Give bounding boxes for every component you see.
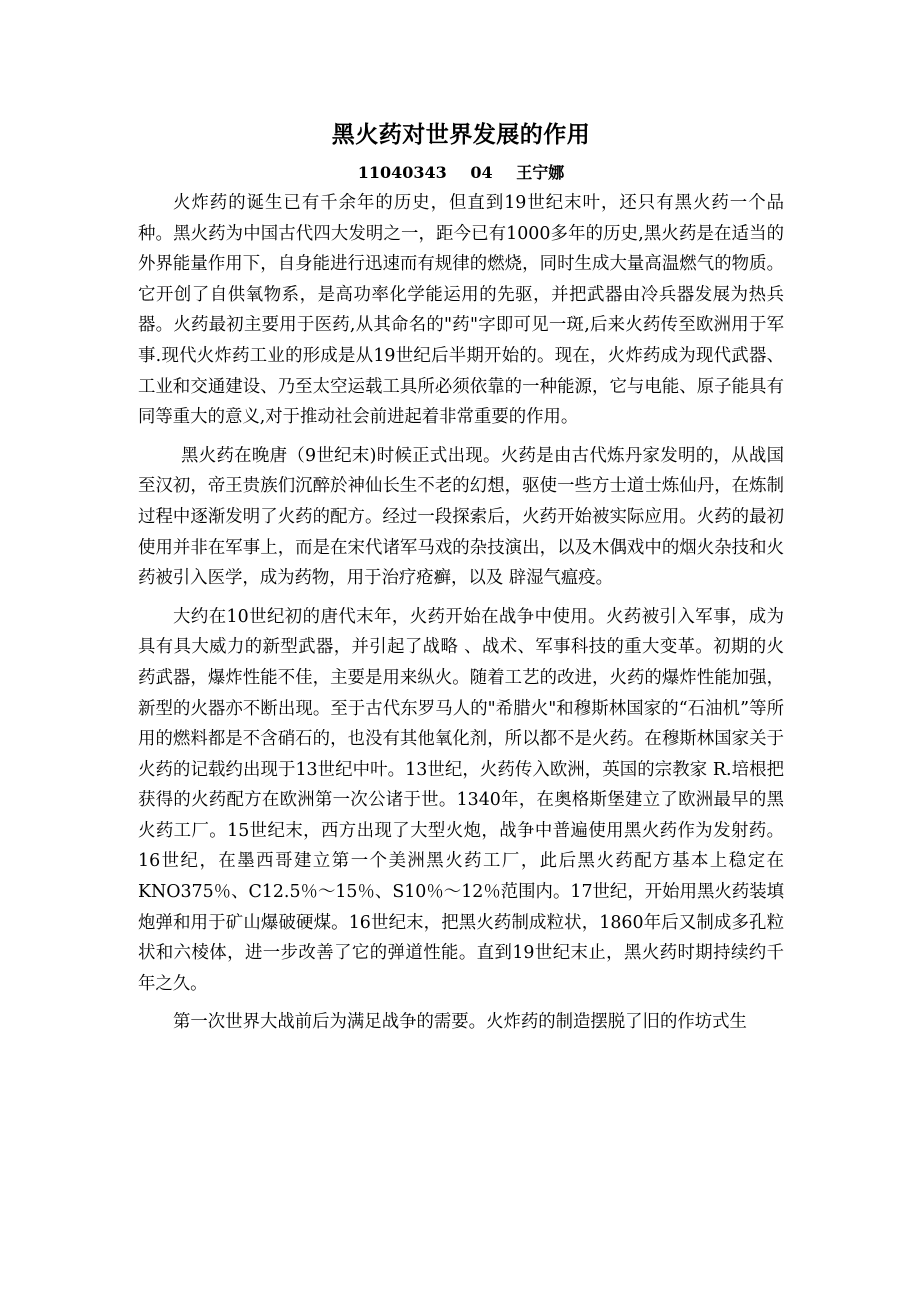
paragraph-4: 第一次世界大战前后为满足战争的需要。火炸药的制造摆脱了旧的作坊式生 <box>173 1012 747 1033</box>
paragraph-3: 大约在10世纪初的唐代末年，火药开始在战争中使用。火药被引入军事，成为具有具大威力的新型武器，并引起了战略 、战术、军事科技的重大变革。初期的火药武器，爆炸性能不佳，主要是用来纵火。随着工艺的改进，火药的爆炸性能加强，新型的火器亦不断出现。至于古代东罗马人的"希腊火"和穆斯林国家的“石油机”等所用的燃料都是不含硝石的，也没有其他氧化剂，所以都不是火药。在穆斯林国家关于火药的记载约出现于13世纪中叶。13世纪，火药传入欧洲，英国的宗教家 R.培根把获得的火药配方在欧洲第一次公诸于世。1340年，在奥格斯堡建立了欧洲最早的黑火药工厂。15世纪末，西方出现了大型火炮，战争中普遍使用黑火药作为发射药。16世纪，在墨西哥建立第一个美洲黑火药工厂，此后黑火药配方基本上稳定在 KNO375％、C12.5％～15％、S10％～12％范围内。17世纪，开始用黑火药装填炮弹和用于矿山爆破硬煤。16世纪末，把黑火药制成粒状，1860年后又制成多孔粒状和六棱体，进一步改善了它的弹道性能。直到19世纪末止，黑火药时期持续约千年之久。 <box>138 606 784 994</box>
paragraph-1: 火炸药的诞生已有千余年的历史，但直到19世纪末叶，还只有黑火药一个品种。黑火药为中国古代四大发明之一，距今已有1000多年的历史,黑火药是在适当的外界能量作用下，自身能进行迅速而有规律的燃烧，同时生成大量高温燃气的物质。它开创了自供氧物系，是高功率化学能运用的先驱，并把武器由冷兵器发展为热兵器。火药最初主要用于医药,从其命名的"药"字即可见一斑,后来火药传至欧洲用于军事.现代火炸药工业的形成是从19世纪后半期开始的。现在，火炸药成为现代武器、工业和交通建设、乃至太空运载工具所必须依靠的一种能源，它与电能、原子能具有同等重大的意义,对于推动社会前进起着非常重要的作用。 <box>138 193 784 428</box>
byline <box>138 162 784 184</box>
document-page <box>138 118 784 1046</box>
author-name: 王宁娜 <box>516 163 565 182</box>
paragraph-2: 黑火药在晚唐（9世纪末)时候正式出现。火药是由古代炼丹家发明的，从战国至汉初，帝王贵族们沉醉於神仙长生不老的幻想，驱使一些方士道士炼仙丹，在炼制过程中逐渐发明了火药的配方。经过一段探索后，火药开始被实际应用。火药的最初使用并非在军事上，而是在宋代诸军马戏的杂技演出，以及木偶戏中的烟火杂技和火药被引入医学，成为药物，用于治疗疮癣，以及 辟湿气瘟疫。 <box>138 445 784 589</box>
student-id: 11040343 <box>357 163 447 182</box>
class-number: 04 <box>470 163 493 182</box>
document-title: 黑火药对世界发展的作用 <box>331 121 591 148</box>
